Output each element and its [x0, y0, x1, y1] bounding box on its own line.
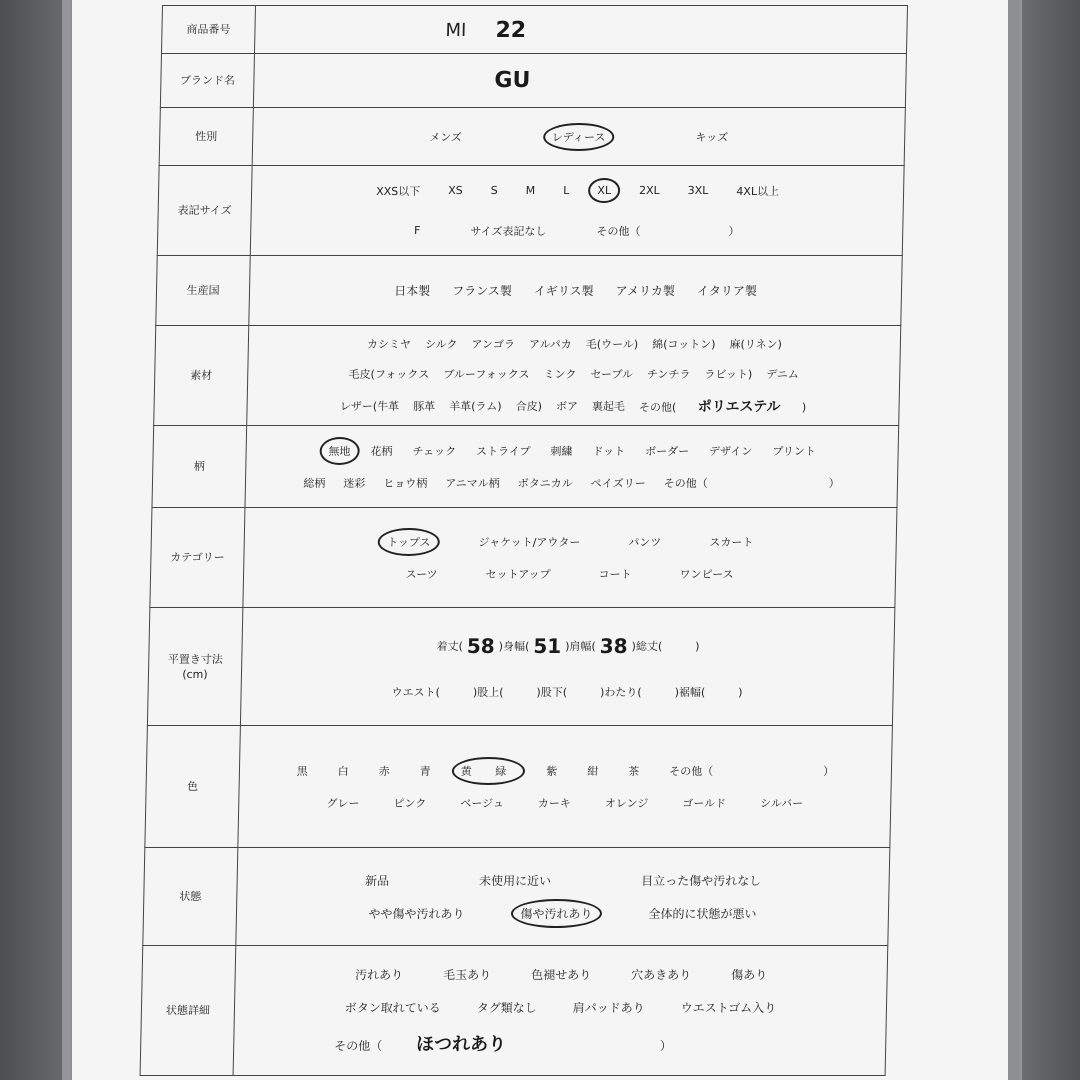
label-detail: 状態詳細	[140, 946, 236, 1076]
pattern-option: ボーダー	[644, 444, 690, 458]
pattern-option: ドット	[592, 444, 626, 458]
label-pattern: 柄	[152, 426, 247, 508]
material-option: 裏起毛	[591, 399, 626, 413]
measure-row2: ウエスト( )股上( )股下( )わたり( )裾幅( )	[391, 685, 743, 699]
color-option: ベージュ	[460, 796, 504, 810]
label-category: カテゴリー	[150, 508, 245, 608]
row-pattern	[152, 426, 899, 508]
row-brand	[160, 54, 906, 108]
pattern-option: デザイン	[708, 444, 753, 458]
category-option: コート	[598, 567, 632, 581]
row-gender	[159, 108, 905, 166]
category-option: スーツ	[405, 567, 438, 581]
pattern-option: ボタニカル	[517, 476, 573, 490]
color-option: 紫	[546, 764, 558, 778]
category-option: パンツ	[628, 535, 662, 549]
material-other-prefix: その他(	[638, 400, 677, 414]
material-option: ミンク	[543, 367, 577, 381]
pattern-option: ストライプ	[476, 444, 531, 458]
material-option: 麻(リネン)	[729, 337, 783, 351]
color-option: 紺	[587, 764, 599, 778]
product-form-table	[140, 5, 908, 1076]
background-right	[1020, 0, 1080, 1080]
size-option: XS	[448, 184, 463, 197]
measure-field-total: )総丈( )	[631, 639, 700, 653]
category-option: セットアップ	[485, 567, 551, 581]
detail-option: 色褪せあり	[531, 967, 592, 982]
origin-option: 日本製	[394, 284, 431, 298]
product-no-handwritten: 22	[495, 18, 527, 43]
material-option: アルパカ	[528, 337, 572, 351]
row-category	[150, 508, 897, 608]
material-option: ラビット)	[704, 367, 753, 381]
detail-option: 肩パッドあり	[572, 1000, 645, 1015]
condition-option: 新品	[364, 873, 390, 888]
detail-option: ウエストゴム入り	[680, 1000, 777, 1015]
product-no-prefix: MI	[445, 20, 467, 41]
row-detail	[140, 946, 888, 1076]
pattern-option: 総柄	[303, 476, 326, 490]
color-option: グレー	[326, 796, 360, 810]
row-product-no	[161, 6, 907, 54]
material-option: 豚革	[413, 399, 436, 413]
category-option: ジャケット/アウター	[478, 535, 581, 549]
label-material: 素材	[154, 326, 249, 426]
material-option: シルク	[424, 337, 458, 351]
measure-value-length: 58	[466, 633, 496, 658]
measure-field-length: 着丈(	[436, 639, 464, 653]
size-option: サイズ表記なし	[470, 224, 547, 238]
brand-value: GU	[494, 68, 531, 93]
color-option: カーキ	[537, 796, 571, 810]
detail-other-prefix: その他（	[334, 1038, 383, 1053]
pattern-option: ペイズリー	[590, 476, 646, 490]
detail-other	[234, 1030, 886, 1056]
material-option: 羊革(ラム)	[449, 399, 502, 413]
color-option: ゴールド	[682, 796, 727, 810]
material-other-handwritten: ポリエステル	[697, 398, 781, 415]
category-option: ワンピース	[679, 567, 734, 581]
material-option: レザー(牛革	[339, 399, 400, 413]
detail-option: 汚れあり	[354, 967, 404, 982]
origin-option: イギリス製	[533, 284, 594, 298]
size-option: 3XL	[687, 184, 709, 197]
color-option: 青	[419, 764, 431, 778]
material-option: デニム	[766, 367, 800, 381]
row-material	[154, 326, 901, 426]
color-option: 赤	[378, 764, 390, 778]
gender-option: メンズ	[429, 130, 463, 144]
category-option: スカート	[709, 535, 754, 549]
gender-option-selected: レディース	[551, 130, 606, 144]
label-product-no: 商品番号	[161, 6, 255, 54]
measure-value-width: 51	[533, 633, 562, 658]
origin-option: フランス製	[452, 284, 512, 298]
measure-field-width: )身幅(	[498, 639, 530, 653]
detail-other-handwritten: ほつれあり	[415, 1033, 507, 1055]
material-option: 綿(コットン)	[652, 337, 716, 351]
size-option: 4XL以上	[736, 184, 780, 198]
label-brand: ブランド名	[160, 54, 254, 108]
color-option-selected: 黄 緑	[460, 764, 517, 778]
pattern-option: プリント	[772, 444, 816, 458]
size-option: S	[490, 184, 498, 197]
color-other: その他（ ）	[669, 764, 835, 778]
material-option: ブルーフォックス	[443, 367, 530, 381]
material-option: ボア	[555, 399, 579, 413]
row-color	[145, 726, 893, 848]
material-other	[639, 396, 807, 416]
condition-option: 未使用に近い	[478, 873, 552, 888]
detail-option: 毛玉あり	[443, 967, 492, 982]
label-color: 色	[145, 726, 241, 848]
color-option: オレンジ	[604, 796, 649, 810]
condition-option: やや傷や汚れあり	[368, 906, 465, 921]
size-option: F	[413, 224, 421, 237]
size-option: 2XL	[638, 184, 660, 197]
material-option: 毛皮(フォックス	[348, 367, 430, 381]
pattern-option: 刺繍	[550, 444, 573, 458]
material-option: 毛(ウール)	[585, 337, 639, 351]
color-option: 黒	[296, 764, 308, 778]
label-size: 表記サイズ	[157, 166, 252, 256]
size-option: M	[525, 184, 536, 197]
color-option: シルバー	[759, 796, 804, 810]
material-option: 合皮)	[515, 399, 543, 413]
pattern-option: チェック	[412, 444, 457, 458]
material-option: カシミヤ	[366, 337, 412, 351]
row-measure	[147, 608, 894, 726]
condition-option-selected: 傷や汚れあり	[520, 906, 593, 921]
color-option: 白	[337, 764, 349, 778]
size-option-selected: XL	[597, 184, 612, 197]
size-option: XXS以下	[376, 184, 421, 198]
label-origin: 生産国	[156, 256, 250, 326]
pattern-option: アニマル柄	[445, 476, 500, 490]
detail-option: タグ類なし	[476, 1000, 537, 1015]
label-condition: 状態	[143, 848, 238, 946]
material-option: アンゴラ	[471, 337, 516, 351]
color-option: 茶	[628, 764, 640, 778]
detail-option: 傷あり	[731, 967, 768, 982]
origin-option: アメリカ製	[615, 284, 675, 298]
detail-option: ボタン取れている	[344, 1000, 441, 1015]
condition-option: 目立った傷や汚れなし	[641, 873, 762, 888]
size-other: その他（ ）	[596, 224, 740, 238]
detail-other-suffix: ）	[659, 1038, 673, 1053]
label-measure: 平置き寸法	[167, 652, 223, 666]
origin-option: イタリア製	[696, 284, 757, 298]
background-left	[0, 0, 70, 1080]
material-option: セーブル	[590, 367, 634, 381]
material-option: チンチラ	[646, 367, 691, 381]
label-gender: 性別	[159, 108, 253, 166]
row-origin	[156, 256, 902, 326]
label-measure-unit: (cm)	[182, 667, 208, 681]
measure-value-shoulder: 38	[599, 633, 628, 658]
measure-field-shoulder: )肩幅(	[565, 639, 596, 653]
color-option: ピンク	[393, 796, 427, 810]
condition-option: 全体的に状態が悪い	[648, 906, 757, 921]
pattern-option-selected: 無地	[328, 444, 351, 458]
detail-option: 穴あきあり	[631, 967, 692, 982]
row-condition	[143, 848, 890, 946]
row-size	[157, 166, 904, 256]
gender-option: キッズ	[695, 130, 729, 144]
size-option: L	[563, 184, 570, 197]
material-other-suffix: )	[801, 400, 807, 414]
category-option-selected: トップス	[387, 535, 431, 549]
pattern-other: その他（ ）	[663, 476, 840, 490]
pattern-option: 花柄	[370, 444, 393, 458]
pattern-option: ヒョウ柄	[383, 476, 428, 490]
pattern-option: 迷彩	[343, 476, 366, 490]
